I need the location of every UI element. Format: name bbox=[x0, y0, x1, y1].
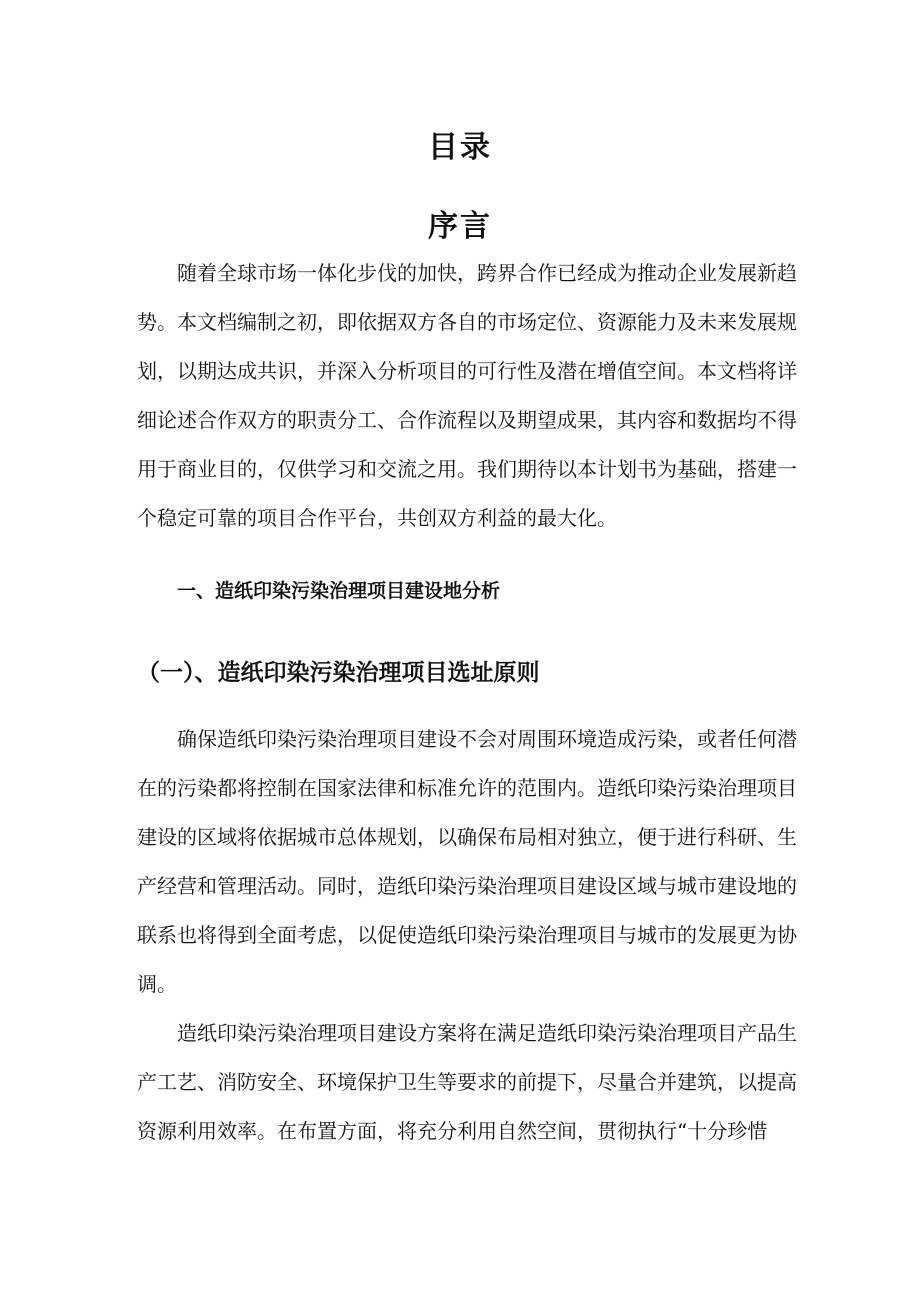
subsection-heading: （一）、造纸印染污染治理项目选址原则 bbox=[137, 659, 540, 686]
body-paragraph: 确保造纸印染污染治理项目建设不会对周围环境造成污染，或者任何潜在的污染都将控制在国家法律和标准允许的范围内。造纸印染污染治理项目建设的区域将依据城市总体规划，以确保布局相对独立，便于进行科研、生产经营和管理活动。同时，造纸印染污染治理项目建设区域与城市建设地的联系也将得到全面考虑，以促使造纸印染污染治理项目与城市的发展更为协调。 bbox=[137, 727, 797, 996]
toc-title: 目录 bbox=[428, 130, 492, 166]
preface-title: 序言 bbox=[428, 208, 492, 244]
section-heading: 一、造纸印染污染治理项目建设地分析 bbox=[177, 580, 501, 602]
preface-paragraph: 随着全球市场一体化步伐的加快，跨界合作已经成为推动企业发展新趋势。本文档编制之初，即依据双方各自的市场定位、资源能力及未来发展规划，以期达成共识，并深入分析项目的可行性及潜在增值空间。本文档将详细论述合作双方的职责分工、合作流程以及期望成果，其内容和数据均不得用于商业目的，仅供学习和交流之用。我们期待以本计划书为基础，搭建一个稳定可靠的项目合作平台，共创双方利益的最大化。 bbox=[137, 261, 797, 530]
body-paragraph: 造纸印染污染治理项目建设方案将在满足造纸印染污染治理项目产品生产工艺、消防安全、环境保护卫生等要求的前提下，尽量合并建筑，以提高资源利用效率。在布置方面，将充分利用自然空间，贯彻执行“十分珍惜 bbox=[137, 1021, 797, 1143]
